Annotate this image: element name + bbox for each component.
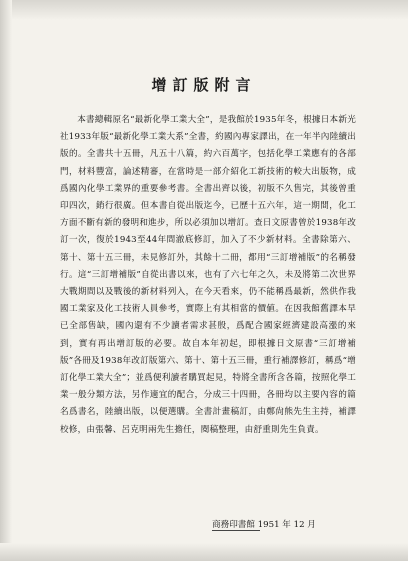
publisher-signature: 商務印書館 1951 年 12 月 bbox=[212, 520, 316, 530]
page-title: 增訂版附言 bbox=[151, 76, 257, 94]
scan-shadow-bottom bbox=[0, 543, 408, 561]
body-paragraph: 本書總輯原名“最新化學工業大全”，是我館於1935年冬，根據日本新光社1933年版“最新化學工業大系”全書，約國內專家譯出，在一年半內陸續出版的。全書共十五冊，凡五十八篇，約六百萬字，包括化學工業應有的各部門，材料豐富，論述精審，在當時是一部介紹化工新技術的較大出版物，成爲國內化學工業界的重要參考書。全書出齊以後，初版不久售完，其後曾重印四次，銷行很廣。但本書自從出版迄今，已歷十五六年，這一期間，化工方面不斷有新的發明和進步，所以必須加以增訂。查日文原書曾於1938年改訂一次，復於1943至44年間澈底修訂，加入了不少新材料。全書除第六、第十、第十五三冊，未見修訂外，其餘十二冊，都用“三訂增補版”的名稱發行。這“三訂增補版”自從出書以來，也有了六七年之久，未及將第二次世界大戰期間以及戰後的新材料列入，在今天看來，仍不能稱爲最新，然供作我國工業家及化工技術人員參考，實際上有其相當的價値。在因我館舊譯本早已全部售缺，國內還有不少讀者需求甚殷，爲配合國家經濟建設高漲的來到，實有再出增訂版的必要。故自本年初起，即根據日文原書“三訂增補版”各冊及1938年改訂版第六、第十、第十五三冊，重行補譯修訂，稱爲“增訂化學工業大全”；並爲便利讀者購買起見，特將全書所含各篇，按照化學工業一般分類方法，另作適宜的配合，分成三十四冊，各冊均以主要內容的篇名爲書名，陸續出版，以便選購。全書計畫稿訂，由鄭尙熊先生主持，補譯校修，由張馨、呂克明兩先生擔任，閱稿整理，由舒重則先生負責。 bbox=[60, 115, 356, 435]
body-text bbox=[60, 112, 356, 439]
signature-underline bbox=[212, 530, 260, 531]
scan-shadow-top bbox=[0, 0, 408, 20]
